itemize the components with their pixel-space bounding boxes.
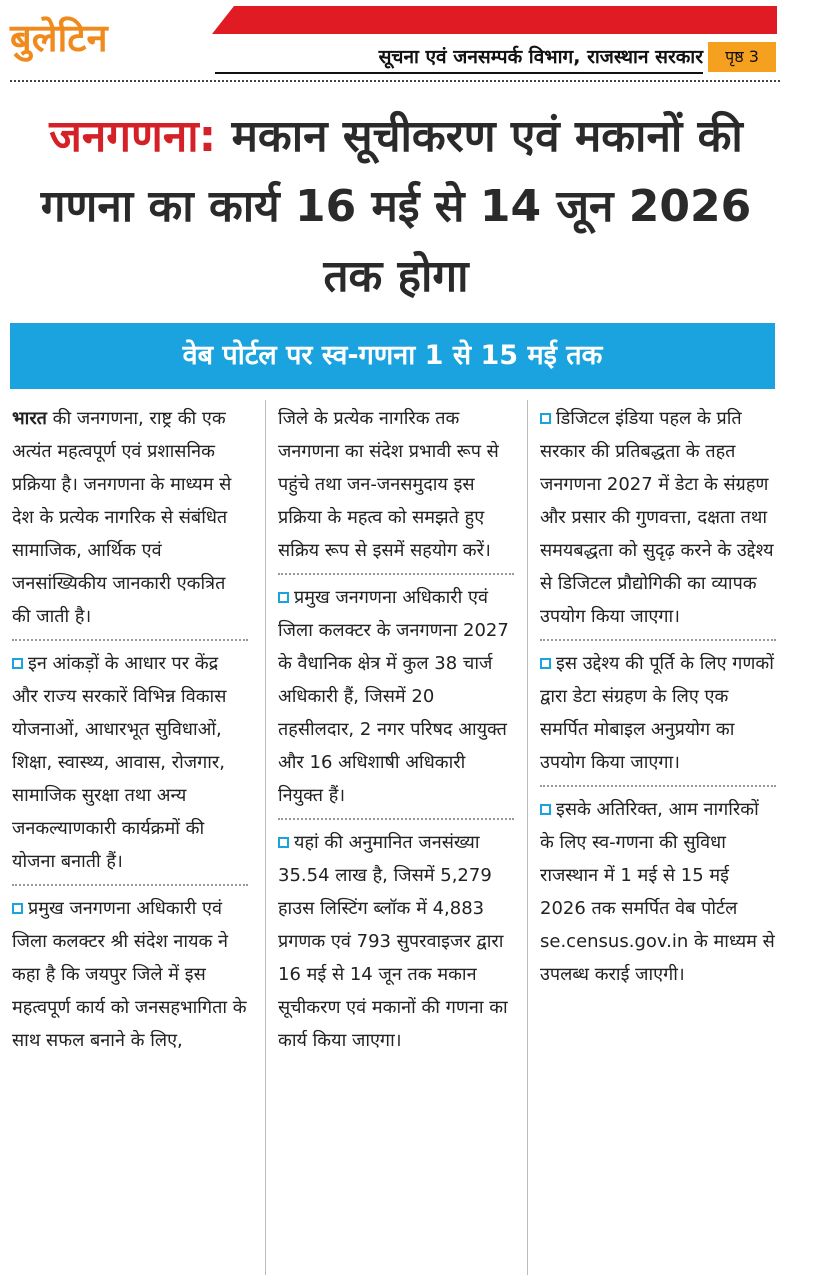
article-paragraph	[540, 647, 776, 779]
paragraph-text: की जनगणना, राष्ट्र की एक अत्यंत महत्वपूर्ण एवं प्रशासनिक प्रक्रिया है। जनगणना के माध्यम से देश के प्रत्येक नागरिक से संबंधित सामाजिक, आर्थिक एवं जनसांख्यिकीय जानकारी एकत्रित की जाती है।	[12, 408, 232, 627]
paragraph-text: यहां की अनुमानित जनसंख्या 35.54 लाख है, जिसमें 5,279 हाउस लिस्टिंग ब्लॉक में 4,883 प्रगणक एवं 793 सुपरवाइजर द्वारा 16 मई से 14 जून तक मकान सूचीकरण एवं मकानों की गणना का कार्य किया जाएगा।	[278, 832, 508, 1051]
bulletin-header	[0, 0, 815, 82]
article-paragraph	[278, 826, 514, 1057]
article-paragraph	[540, 793, 776, 991]
paragraph-text: डिजिटल इंडिया पहल के प्रति सरकार की प्रतिबद्धता के तहत जनगणना 2027 में डेटा के संग्रहण और प्रसार की गुणवत्ता, दक्षता तथा समयबद्धता को सुदृढ़ करने के उद्देश्य से डिजिटल प्रौद्योगिकी का व्यापक उपयोग किया जाएगा।	[540, 408, 774, 627]
headline-rest: मकान सूचीकरण एवं मकानों की गणना का कार्य 16 मई से 14 जून 2026 तक होगा	[40, 111, 752, 302]
paragraph-text: इसके अतिरिक्त, आम नागरिकों के लिए स्व-गणना की सुविधा राजस्थान में 1 मई से 15 मई 2026 तक समर्पित वेब पोर्टल se.census.gov.in के माध्यम से उपलब्ध कराई जाएगी।	[540, 799, 775, 985]
paragraph-text: प्रमुख जनगणना अधिकारी एवं जिला कलक्टर के जनगणना 2027 के वैधानिक क्षेत्र में कुल 38 चार्ज अधिकारी हैं, जिसमें 20 तहसीलदार, 2 नगर परिषद आयुक्त और 16 अधिशाषी अधिकारी नियुक्त हैं।	[278, 587, 509, 806]
bullet-square-icon	[540, 413, 551, 424]
bullet-square-icon	[278, 592, 289, 603]
bullet-square-icon	[540, 804, 551, 815]
paragraph-separator	[540, 785, 776, 787]
paragraph-separator	[12, 884, 248, 886]
subheadline-banner: वेब पोर्टल पर स्व-गणना 1 से 15 मई तक	[10, 323, 775, 389]
article-column-2	[278, 402, 514, 1057]
paragraph-separator	[540, 639, 776, 641]
paragraph-text: इन आंकड़ों के आधार पर केंद्र और राज्य सरकारें विभिन्न विकास योजनाओं, आधारभूत सुविधाओं, शिक्षा, स्वास्थ्य, आवास, रोजगार, सामाजिक सुरक्षा तथा अन्य जनकल्याणकारी कार्यक्रमों की योजना बनाती हैं।	[12, 653, 227, 872]
paragraph-text: इस उद्देश्य की पूर्ति के लिए गणकों द्वारा डेटा संग्रहण के लिए एक समर्पित मोबाइल अनुप्रयोग का उपयोग किया जाएगा।	[540, 653, 774, 773]
paragraph-separator	[278, 818, 514, 820]
article-column-3	[540, 402, 776, 991]
headline-lead: जनगणना:	[49, 111, 217, 162]
header-red-stripe	[212, 6, 777, 34]
column-divider	[265, 400, 266, 1275]
article-paragraph	[12, 402, 248, 633]
department-name: सूचना एवं जनसम्पर्क विभाग, राजस्थान सरकार	[215, 42, 703, 74]
bullet-square-icon	[540, 658, 551, 669]
article-paragraph	[12, 892, 248, 1057]
article-paragraph	[278, 402, 514, 567]
paragraph-text: प्रमुख जनगणना अधिकारी एवं जिला कलक्टर श्री संदेश नायक ने कहा है कि जयपुर जिले में इस महत्वपूर्ण कार्य को जनसहभागिता के साथ सफल बनाने के लिए,	[12, 898, 247, 1051]
column-divider	[527, 400, 528, 1275]
bullet-square-icon	[278, 837, 289, 848]
paragraph-separator	[278, 573, 514, 575]
article-paragraph	[278, 581, 514, 812]
header-divider	[10, 80, 780, 82]
drop-lead-word: भारत	[12, 408, 47, 429]
paragraph-text: जिले के प्रत्येक नागरिक तक जनगणना का संदेश प्रभावी रूप से पहुंचे तथा जन-जनसमुदाय इस प्रक्रिया के महत्व को समझते हुए सक्रिय रूप से इसमें सहयोग करें।	[278, 408, 499, 561]
bulletin-brand: बुलेटिन	[10, 8, 120, 68]
article-column-1	[12, 402, 248, 1057]
bullet-square-icon	[12, 903, 23, 914]
page-number-tag: पृष्ठ 3	[708, 42, 776, 72]
article-paragraph	[12, 647, 248, 878]
headline	[16, 102, 776, 312]
article-paragraph	[540, 402, 776, 633]
paragraph-separator	[12, 639, 248, 641]
bullet-square-icon	[12, 658, 23, 669]
